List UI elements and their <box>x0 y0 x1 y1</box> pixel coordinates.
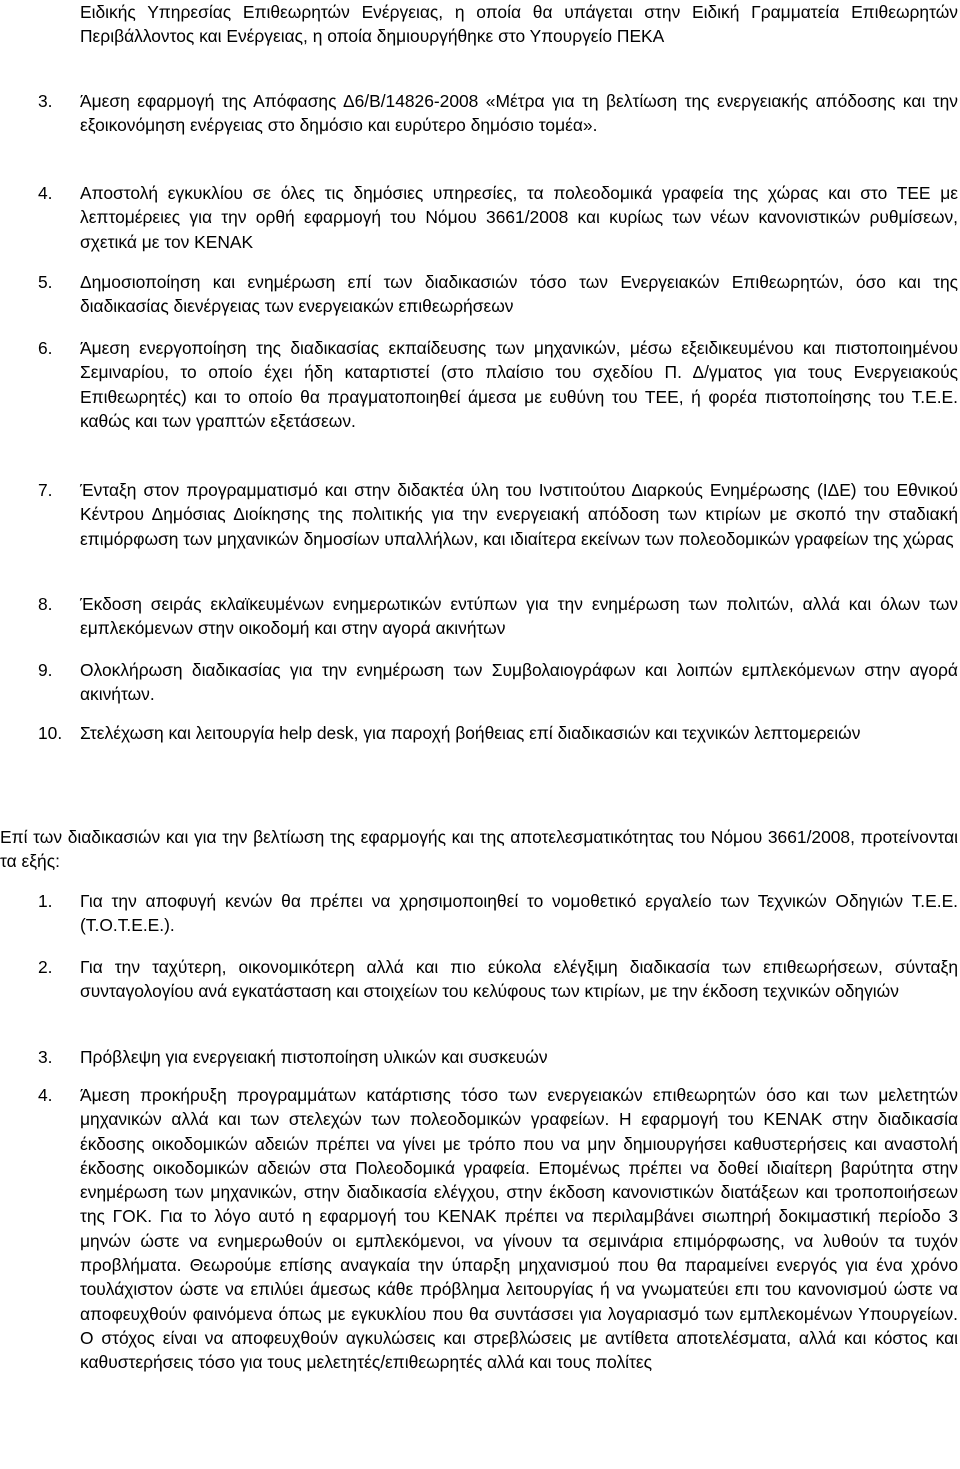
list-item <box>38 592 956 641</box>
list-number: 1. <box>38 891 53 911</box>
list-text: Άμεση προκήρυξη προγραμμάτων κατάρτισης τόσο των ενεργειακών επιθεωρητών όσο και των μελετητών μηχανικών αλλά και των στελεχών των πολεοδομικών γραφείων. Η εφαρμογή του ΚΕΝΑΚ στην διαδικασία έκδοσης οικοδομικών αδειών πρέπει να γίνει με τρόπο που να μην δημιουργήσει καθυστερήσεις και αναστολή έκδοσης οικοδομικών αδειών στα Πολεοδομικά γραφεία. Επομένως πρέπει να δοθεί ιδιαίτερη βαρύτητα στην ενημέρωση των μηχανικών, στην διαδικασία ελέγχου, στην έκδοση κανονιστικών διατάξεων και τροποποιήσεων της ΓΟΚ. Για το λόγο αυτό η εφαρμογή του ΚΕΝΑΚ πρέπει να περιλαμβάνει σιωπηρή δοκιμαστική περίοδο 3 μηνών ώστε να ενημερωθούν οι εμπλεκόμενοι, να γίνουν τα σεμινάρια επιμόρφωσης, να λυθούν τα τυχόν προβλήματα. Θεωρούμε επίσης αναγκαία την ύπαρξη μηχανισμού που θα παραμείνει ενεργός για ένα χρόνο τουλάχιστον ώστε να επιλύει άμεσως κάθε πρόβλημα λειτουργίας ή να γνωματεύει επι του κανονισμού ώστε να αποφευχθούν φαινόμενα όπως με εγκυκλίου που θα συντάσσει για λογαριασμό των εμπλεκομένων Υπουργείων. Ο στόχος είναι να αποφευχθούν αγκυλώσεις και στρεβλώσεις με αντίθετα αποτελέσματα, αλλά και κόστος και καθυστερήσεις τόσο για τους μελετητές/επιθεωρητές αλλά και τους πολίτες <box>80 1085 958 1373</box>
list-number: 10. <box>38 723 63 743</box>
list-item <box>38 658 956 707</box>
list-number: 9. <box>38 660 53 680</box>
intro-paragraph: Επί των διαδικασιών και για την βελτίωση της εφαρμογής και της αποτελεσματικότητας του Νόμου 3661/2008, προτείνονται τα εξής: <box>0 827 958 872</box>
list-item <box>38 955 956 1004</box>
list-item <box>38 270 956 319</box>
list-number: 5. <box>38 272 53 292</box>
list-number: 4. <box>38 1085 53 1105</box>
list-item <box>38 1045 956 1069</box>
list-text: Άμεση ενεργοποίηση της διαδικασίας εκπαίδευσης των μηχανικών, μέσω εξειδικευμένου και πιστοποιημένου Σεμιναρίου, το οποίο έχει ήδη καταρτιστεί (στο πλαίσιο του σχεδίου Π. Δ/γματος για τους Ενεργειακούς Επιθεωρητές) και το οποίο θα πραγματοποιηθεί άμεσα με ευθύνη του ΤΕΕ, ή φορέα πιστοποίησης του Τ.Ε.Ε. καθώς και των γραπτών εξετάσεων. <box>80 338 958 431</box>
list-text: Αποστολή εγκυκλίου σε όλες τις δημόσιες υπηρεσίες, τα πολεοδομικά γραφεία της χώρας και στο ΤΕΕ με λεπτομέρειες για την ορθή εφαρμογή του Νόμου 3661/2008 και κυρίως των νέων κανονιστικών ρυθμίσεων, σχετικά με τον ΚΕΝΑΚ <box>80 183 958 252</box>
list-text: Ένταξη στον προγραμματισμό και στην διδακτέα ύλη του Ινστιτούτου Διαρκούς Ενημέρωσης (ΙΔΕ) του Εθνικού Κέντρου Δημόσιας Διοίκησης της πολιτικής για την ενεργειακή απόδοση των κτιρίων με σκοπό την σταδιακή επιμόρφωση των μηχανικών δημοσίων υπαλλήλων, και ιδιαίτερα εκείνων των πολεοδομικών γραφείων της χώρας <box>80 480 958 549</box>
list-item <box>38 721 956 745</box>
list-item <box>38 478 956 551</box>
list-number: 3. <box>38 1047 53 1067</box>
list-number: 7. <box>38 480 53 500</box>
list-item <box>38 89 956 138</box>
list-text: Άμεση εφαρμογή της Απόφασης Δ6/Β/14826-2008 «Μέτρα για τη βελτίωση της ενεργειακής απόδοσης και την εξοικονόμηση ενέργειας στο δημόσιο και ευρύτερο δημόσιο τομέα». <box>80 91 958 136</box>
list-text: Στελέχωση και λειτουργία help desk, για παροχή βοήθειας επί διαδικασιών και τεχνικών λεπτομερειών <box>80 723 861 743</box>
list-text: Ολοκλήρωση διαδικασίας για την ενημέρωση των Συμβολαιογράφων και λοιπών εμπλεκόμενων στην αγορά ακινήτων. <box>80 660 958 705</box>
list-text: Για την αποφυγή κενών θα πρέπει να χρησιμοποιηθεί το νομοθετικό εργαλείο των Τεχνικών Οδηγιών Τ.Ε.Ε. (Τ.Ο.Τ.Ε.Ε.). <box>80 891 958 936</box>
list-number: 4. <box>38 183 53 203</box>
list-number: 6. <box>38 338 53 358</box>
list-text: Δημοσιοποίηση και ενημέρωση επί των διαδικασιών τόσο των Ενεργειακών Επιθεωρητών, όσο και της διαδικασίας διενέργειας των ενεργειακών επιθεωρήσεων <box>80 272 958 317</box>
list-text: Για την ταχύτερη, οικονομικότερη αλλά και πιο εύκολα ελέγξιμη διαδικασία των επιθεωρήσεων, σύνταξη συνταγολογίου ανά εγκατάσταση και στοιχείων του κελύφους των κτιρίων, με την έκδοση τεχνικών οδηγιών <box>80 957 958 1002</box>
list-number: 3. <box>38 91 53 111</box>
list-item <box>38 181 956 254</box>
list-item <box>38 336 956 433</box>
list-number: 2. <box>38 957 53 977</box>
continuation-paragraph: Ειδικής Υπηρεσίας Επιθεωρητών Ενέργειας, η οποία θα υπάγεται στην Ειδική Γραμματεία Επιθεωρητών Περιβάλλοντος και Ενέργειας, η οποία δημιουργήθηκε στο Υπουργείο ΠΕΚΑ <box>80 2 958 47</box>
list-item <box>38 889 956 938</box>
list-text: Πρόβλεψη για ενεργειακή πιστοποίηση υλικών και συσκευών <box>80 1047 548 1067</box>
list-text: Έκδοση σειράς εκλαϊκευμένων ενημερωτικών εντύπων για την ενημέρωση των πολιτών, αλλά και όλων των εμπλεκόμενων στην οικοδομή και στην αγορά ακινήτων <box>80 594 958 639</box>
list-number: 8. <box>38 594 53 614</box>
list-item <box>38 1083 956 1375</box>
